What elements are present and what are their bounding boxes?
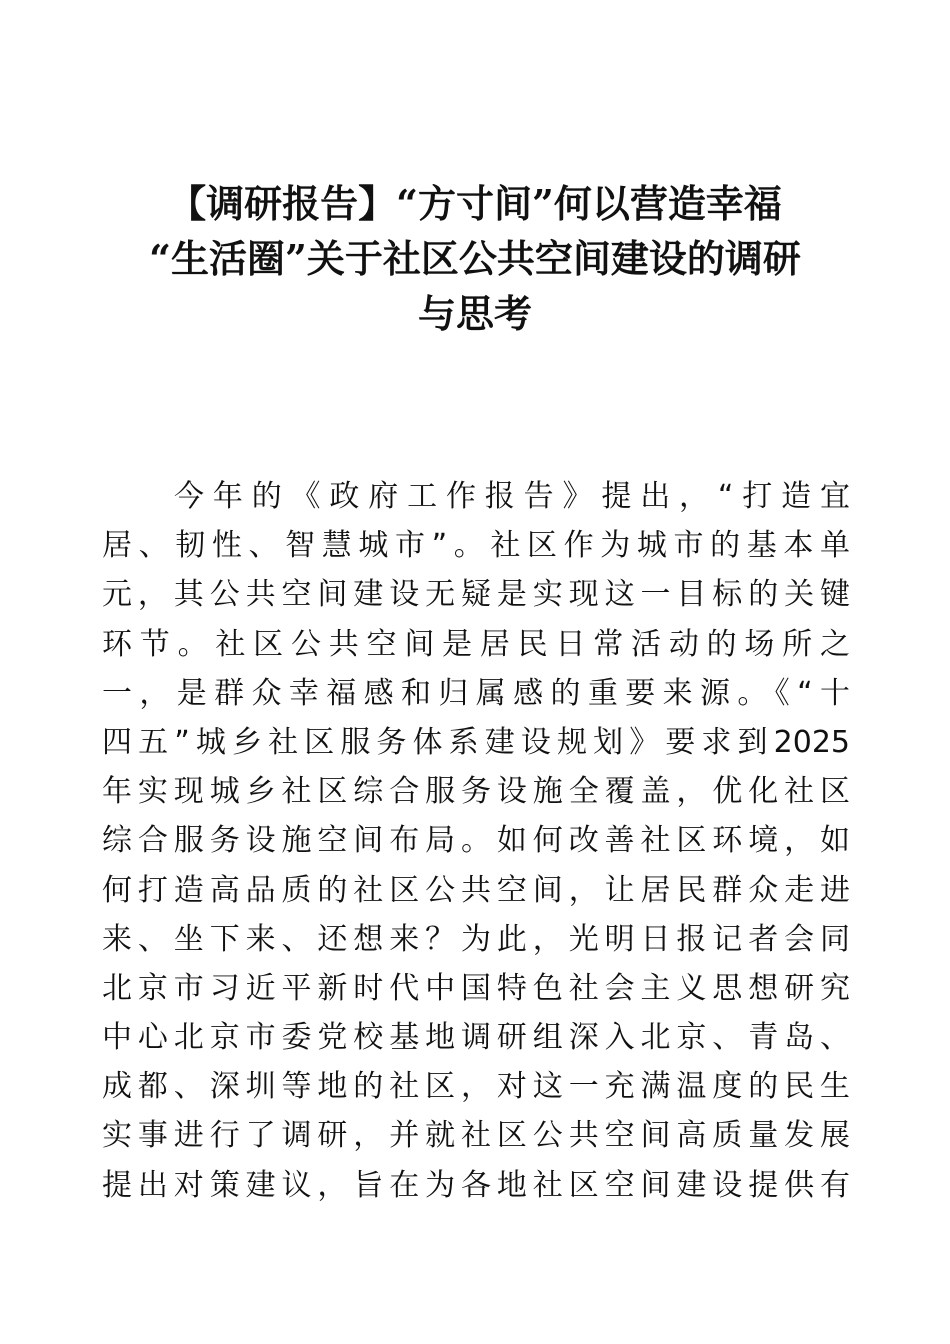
title-line-1: 【调研报告】“方寸间”何以营造幸福 [168,181,782,226]
body-line-15: 提出对策建议，旨在为各地社区空间建设提供有 [102,1167,850,1203]
body-line-8: 综合服务设施空间布局。如何改善社区环境，如 [102,823,850,859]
document-title [80,176,870,341]
body-line-9: 何打造高品质的社区公共空间，让居民群众走进 [102,872,850,908]
body-line-11: 北京市习近平新时代中国特色社会主义思想研究 [102,970,850,1006]
title-line-2: “生活圈”关于社区公共空间建设的调研 [149,236,801,281]
body-line-13: 成都、深圳等地的社区，对这一充满温度的民生 [102,1069,850,1105]
body-line-10: 来、坐下来、还想来？为此，光明日报记者会同 [102,921,850,957]
body-line-4: 环节。社区公共空间是居民日常活动的场所之 [102,626,850,662]
body-line-5: 一，是群众幸福感和归属感的重要来源。《“十 [102,675,850,711]
body-paragraph [102,472,850,1210]
body-line-7: 年实现城乡社区综合服务设施全覆盖，优化社区 [102,774,850,810]
body-line-3: 元，其公共空间建设无疑是实现这一目标的关键 [102,577,850,613]
title-line-3: 与思考 [417,291,532,336]
body-line-1: 今年的《政府工作报告》提出，“打造宜 [174,479,850,514]
body-line-2: 居、韧性、智慧城市”。社区作为城市的基本单 [102,528,850,564]
body-line-14: 实事进行了调研，并就社区公共空间高质量发展 [102,1118,850,1154]
body-line-6: 四五”城乡社区服务体系建设规划》要求到2025 [102,724,850,760]
body-line-12: 中心北京市委党校基地调研组深入北京、青岛、 [102,1020,850,1056]
